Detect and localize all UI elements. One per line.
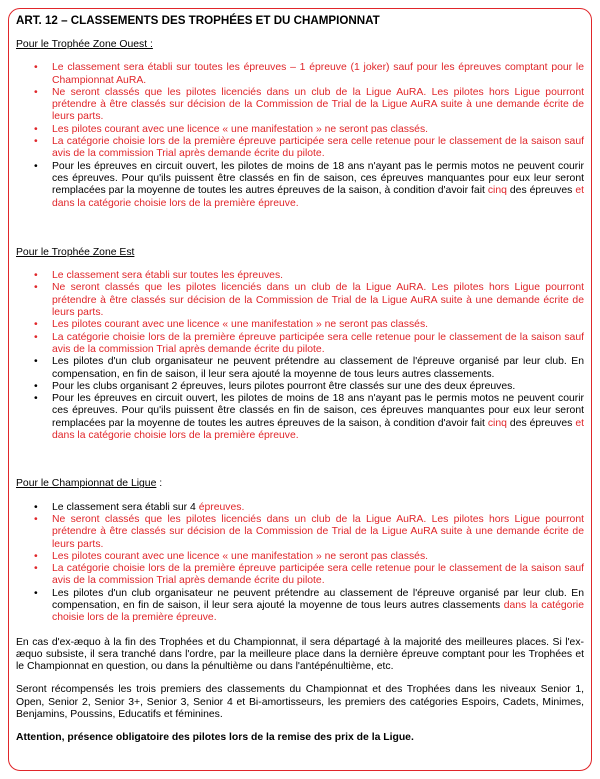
section-heading-ouest: Pour le Trophée Zone Ouest :	[16, 39, 153, 50]
list-item: • Les pilotes courant avec une licence « une manifestation » ne seront pas classés.	[52, 124, 584, 136]
text-span-red: cinq	[487, 417, 507, 429]
list-item: • Les pilotes courant avec une licence « une manifestation » ne seront pas classés.	[52, 319, 584, 331]
list-item	[52, 588, 584, 625]
text-span: Pour les épreuves en circuit ouvert, les pilotes de moins de 18 ans n'ayant pas le permis motos ne peuvent courir ces épreuves. Pour qu'ils puissent être classés en fin de saison, ces épreuves manquantes pour eux leur seront remplacées par la moyenne de toutes les autres épreuves de la saison, à condition d'avoir fait	[52, 160, 584, 197]
text-span: Les pilotes d'un club organisateur ne peuvent prétendre au classement de l'épreuve organisé par leur club. En compensation, en fin de saison, il leur sera ajouté la moyenne de tous leurs autres classements	[52, 587, 584, 611]
document-body	[16, 14, 584, 745]
list-item	[52, 161, 584, 210]
list-item	[52, 502, 584, 514]
list-item: • Ne seront classés que les pilotes licenciés dans un club de la Ligue AuRA. Les pilotes hors Ligue pourront prétendre à être classés sur décision de la Commission de Trial de la Ligue AuRA suite à une demande écrite de leurs parts.	[52, 514, 584, 551]
text-span-red: dans la catégorie choisie lors de la première épreuve.	[52, 599, 584, 624]
text-span: Pour les épreuves en circuit ouvert, les pilotes de moins de 18 ans n'ayant pas le permis motos ne peuvent courir ces épreuves. Pour qu'ils puissent être classés en fin de saison, ces épreuves manquantes pour eux leur seront remplacées par la moyenne de toutes les autres épreuves de la saison, à condition d'avoir fait	[52, 393, 584, 429]
list-item: • Les pilotes courant avec une licence « une manifestation » ne seront pas classés.	[52, 551, 584, 563]
section-heading-est: Pour le Trophée Zone Est	[16, 246, 135, 258]
text-span-red: cinq	[487, 185, 507, 197]
text-span-red: et dans la catégorie choisie lors de la première épreuve.	[52, 185, 584, 209]
paragraph-recompenses: Seront récompensés les trois premiers des classements du Championnat et des Trophées dans les niveaux Senior 1, Open, Senior 2, Senior 3+, Senior 3, Senior 4 et Bi-amortisseurs, les premiers des catégories Espoirs, Cadets, Minimes, Benjamins, Poussins, Educatifs et féminines.	[16, 684, 584, 721]
list-item: • Les pilotes d'un club organisateur ne peuvent prétendre au classement de l'épreuve organisé par leur club. En compensation, en fin de saison, il leur sera ajouté la moyenne de tous leurs autres classements.	[52, 356, 584, 381]
list-item: • Le classement sera établi sur toutes les épreuves.	[52, 270, 584, 282]
section-heading-ligue: Pour le Championnat de Ligue	[16, 478, 157, 490]
list-item: • Le classement sera établi sur toutes les épreuves – 1 épreuve (1 joker) sauf pour les épreuves comptant pour le Championnat AuRA.	[52, 62, 584, 87]
text-span: des épreuves	[506, 417, 576, 429]
heading-suffix: :	[156, 478, 163, 490]
list-item	[52, 393, 584, 442]
list-item: • Ne seront classés que les pilotes licenciés dans un club de la Ligue AuRA. Les pilotes hors Ligue pourront prétendre à être classés sur décision de la Commission de Trial de la Ligue AuRA suite à une demande écrite de leurs parts.	[52, 282, 584, 319]
article-title: ART. 12 – CLASSEMENTS DES TROPHÉES ET DU CHAMPIONNAT	[16, 14, 380, 27]
list-est	[52, 270, 584, 442]
text-span-red: et dans la catégorie choisie lors de la première épreuve.	[52, 417, 584, 442]
paragraph-ex-aequo: En cas d'ex-æquo à la fin des Trophées et du Championnat, il sera départagé à la majorité des meilleures places. Si l'ex-æquo subsiste, il sera tranché dans l'ordre, par la meilleure place dans la dernière épreuve comptant pour les Trophées et le Championnat en question, ou dans la pénultième ou dans l'antépénultième, etc.	[16, 636, 584, 673]
list-item: • Ne seront classés que les pilotes licenciés dans un club de la Ligue AuRA. Les pilotes hors Ligue pourront prétendre à être classés sur décision de la Commission de Trial de la Ligue AuRA suite à une demande écrite de leurs parts.	[52, 87, 584, 124]
text-span: des épreuves	[506, 185, 576, 197]
list-item: • La catégorie choisie lors de la première épreuve participée sera celle retenue pour le classement de la saison sauf avis de la commission Trial après demande écrite du pilote.	[52, 136, 584, 161]
text-span-red: épreuves.	[198, 501, 245, 513]
list-item: • La catégorie choisie lors de la première épreuve participée sera celle retenue pour le classement de la saison sauf avis de la commission Trial après demande écrite du pilote.	[52, 332, 584, 357]
final-notice: Attention, présence obligatoire des pilotes lors de la remise des prix de la Ligue.	[16, 732, 414, 744]
list-item: • La catégorie choisie lors de la première épreuve participée sera celle retenue pour le classement de la saison sauf avis de la commission Trial après demande écrite du pilote.	[52, 563, 584, 588]
list-ligue	[52, 502, 584, 625]
section-heading-ligue-row	[16, 478, 584, 490]
text-span: Le classement sera établi sur 4	[52, 501, 199, 513]
list-ouest	[52, 62, 584, 210]
list-item: • Pour les clubs organisant 2 épreuves, leurs pilotes pourront être classés sur une des deux épreuves.	[52, 381, 584, 393]
